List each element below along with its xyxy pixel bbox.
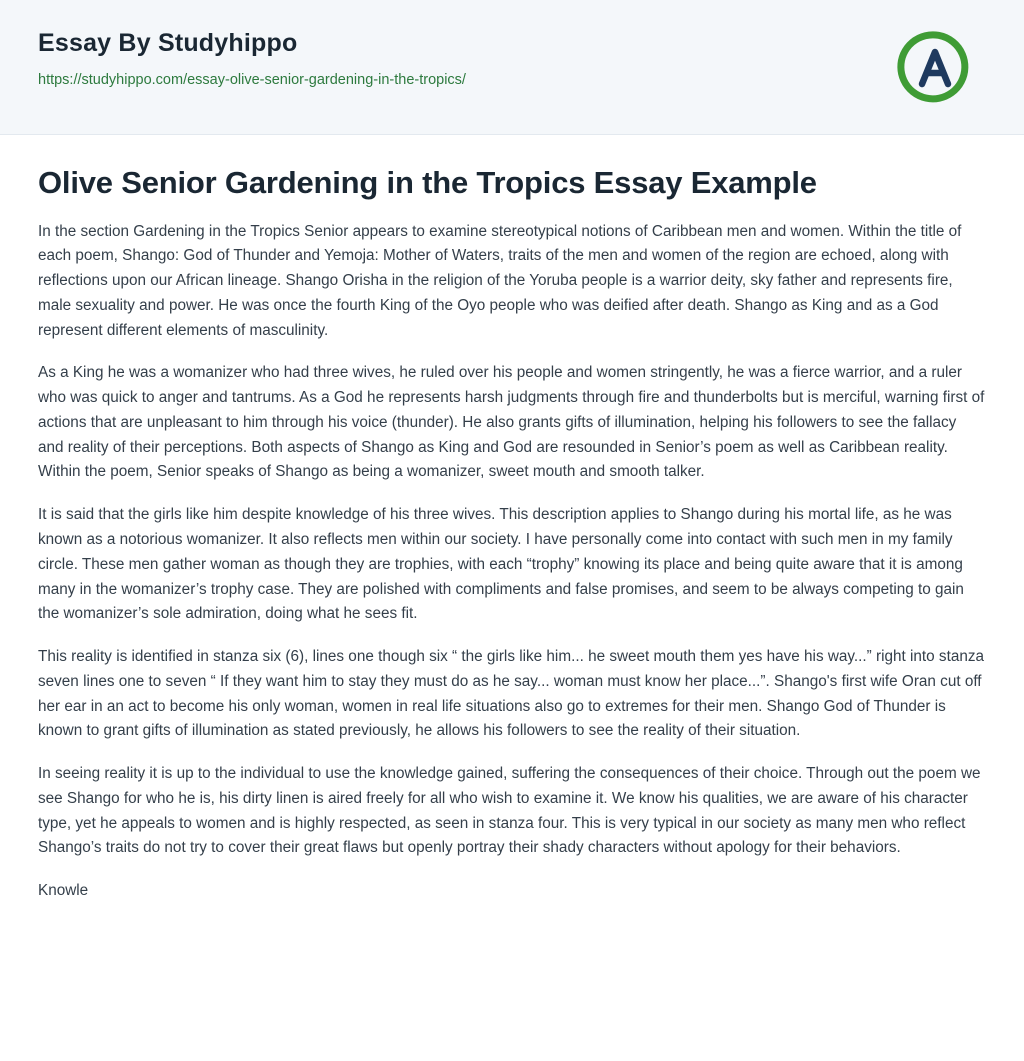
- article-body: [0, 135, 1024, 914]
- paragraph: In the section Gardening in the Tropics Senior appears to examine stereotypical notions of Caribbean men and women. Within the title of each poem, Shango: God of Thunder and Yemoja: Mother of Waters, traits of the men and women of the region are echoed, along with reflections upon our African lineage. Shango Orisha in the religion of the Yoruba people is a warrior deity, sky father and represents fire, male sexuality and power. He was once the fourth King of the Oyo people who was deified after death. Shango as King and as a God represent different elements of masculinity.: [38, 222, 962, 339]
- paragraph: Knowle: [38, 882, 89, 900]
- paragraph: This reality is identified in stanza six (6), lines one though six “ the girls like him... he sweet mouth them yes have his way...” right into stanza seven lines one to seven “ If they want him to stay they must do as he say... woman must know her place...”. Shango's first wife Oran cut off her ear in an act to become his only woman, women in real life situations also go to extremes for their men. Shango God of Thunder is known to grant gifts of illumination as stated previously, he allows his followers to see the reality of their situation.: [38, 648, 984, 740]
- site-title: Essay By Studyhippo: [38, 29, 298, 57]
- paragraph: As a King he was a womanizer who had three wives, he ruled over his people and women stringently, he was a fierce warrior, and a ruler who was quick to anger and tantrums. As a God he represents harsh judgments through fire and thunderbolts but is merciful, warning first of actions that are unpleasant to him through his voice (thunder). He also grants gifts of illumination, helping his followers to see the fallacy and reality of their perceptions. Both aspects of Shango as King and God are resounded in Senior’s poem as well as Caribbean reality. Within the poem, Senior speaks of Shango as being a womanizer, sweet mouth and smooth talker.: [38, 364, 985, 481]
- paragraph: It is said that the girls like him despite knowledge of his three wives. This description applies to Shango during his mortal life, as he was known as a notorious womanizer. It also reflects men within our society. I have personally come into contact with such men in my family circle. These men gather woman as though they are trophies, with each “trophy” knowing its place and being quite aware that it is among many in the womanizer’s trophy case. They are polished with compliments and false promises, and seem to be always competing to gain the womanizer’s sole admiration, doing what he sees fit.: [38, 506, 964, 623]
- page-title: Olive Senior Gardening in the Tropics Essay Example: [38, 165, 817, 200]
- source-url-link[interactable]: https://studyhippo.com/essay-olive-senior-gardening-in-the-tropics/: [38, 71, 466, 88]
- studyhippo-logo-icon: [892, 26, 978, 112]
- paragraph: In seeing reality it is up to the individual to use the knowledge gained, suffering the consequences of their choice. Through out the poem we see Shango for who he is, his dirty linen is aired freely for all who wish to examine it. We know his qualities, we are aware of his character type, yet he appeals to women and is highly respected, as seen in stanza four. This is very typical in our society as many men who reflect Shango’s traits do not try to cover their great flaws but openly portray their shady characters without apology for their behaviors.: [38, 765, 981, 857]
- header-left: [38, 30, 466, 89]
- page-header: [0, 0, 1024, 135]
